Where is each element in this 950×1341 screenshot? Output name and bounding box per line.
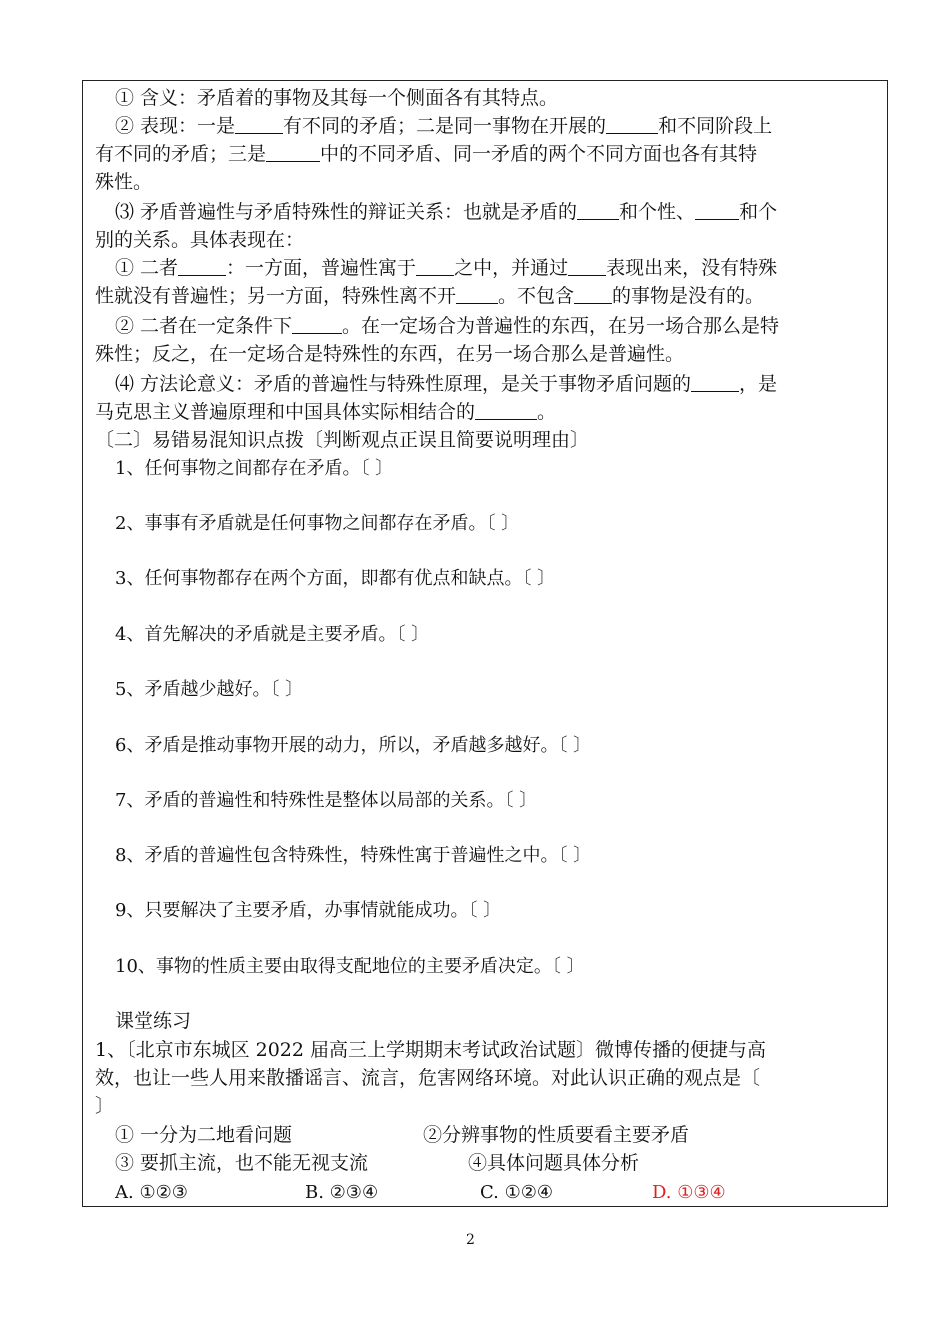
fill-blank[interactable] [577, 201, 619, 220]
judgment-question[interactable]: 7、矛盾的普遍性和特殊性是整体以局部的关系。〔 〕 [115, 790, 538, 811]
practice-question-stem-end: 〕 [95, 1095, 115, 1117]
judgment-question[interactable]: 9、只要解决了主要矛盾，办事情就能成功。〔 〕 [115, 900, 502, 921]
fill-blank[interactable] [475, 401, 537, 420]
line-manifestation-end: 殊性。 [95, 171, 153, 193]
line-manifestation-cont: 有不同的矛盾；三是 中的不同矛盾、同一矛盾的两个不同方面也各有其特 [95, 143, 758, 165]
fill-blank[interactable] [292, 315, 342, 334]
practice-question-stem-cont: 效，也让一些人用来散播谣言、流言，危害网络环境。对此认识正确的观点是〔 [95, 1067, 761, 1089]
judgment-question[interactable]: 5、矛盾越少越好。〔 〕 [115, 679, 304, 700]
option-a[interactable]: A. ①②③ [115, 1182, 188, 1203]
statement-item-1: ① 一分为二地看问题 [115, 1124, 293, 1146]
line-manifestation: ② 表现：一是 有不同的矛盾；二是同一事物在开展的 和不同阶段上 [115, 115, 773, 137]
page-number: 2 [466, 1232, 475, 1248]
option-d-answer[interactable]: D. ①③④ [652, 1182, 726, 1203]
line-both-one: ① 二者 ：一方面，普遍性寓于 之中，并通过 表现出来，没有特殊 [115, 257, 778, 279]
fill-blank[interactable] [178, 257, 226, 276]
judgment-question[interactable]: 2、事事有矛盾就是任何事物之间都存在矛盾。〔 〕 [115, 513, 520, 534]
line-both-one-cont: 性就没有普遍性；另一方面，特殊性离不开 。不包含 的事物是没有的。 [95, 285, 765, 307]
practice-question-stem: 1、〔北京市东城区 2022 届高三上学期期末考试政治试题〕微博传播的便捷与高 [95, 1039, 767, 1061]
line-both-two: ② 二者在一定条件下 。在一定场合为普遍性的东西，在另一场合那么是特 [115, 315, 780, 337]
fill-blank[interactable] [606, 115, 658, 134]
line-dialectical-cont: 别的关系。具体表现在： [95, 229, 305, 251]
fill-blank[interactable] [416, 257, 454, 276]
judgment-question[interactable]: 10、事物的性质主要由取得支配地位的主要矛盾决定。〔 〕 [115, 956, 585, 977]
statement-item-4: ④具体问题具体分析 [468, 1152, 640, 1174]
practice-heading: 课堂练习 [115, 1010, 192, 1032]
line-methodology-cont: 马克思主义普遍原理和中国具体实际相结合的 。 [95, 401, 557, 423]
option-b[interactable]: B. ②③④ [305, 1182, 379, 1203]
option-c[interactable]: C. ①②④ [480, 1182, 553, 1203]
judgment-question[interactable]: 1、任何事物之间都存在矛盾。〔 〕 [115, 458, 394, 479]
fill-blank[interactable] [266, 143, 320, 162]
statement-item-3: ③ 要抓主流，也不能无视支流 [115, 1152, 369, 1174]
fill-blank[interactable] [695, 201, 739, 220]
fill-blank[interactable] [568, 257, 606, 276]
judgment-question[interactable]: 4、首先解决的矛盾就是主要矛盾。〔 〕 [115, 624, 430, 645]
line-meaning: ① 含义：矛盾着的事物及其每一个侧面各有其特点。 [115, 87, 559, 109]
fill-blank[interactable] [235, 115, 283, 134]
line-both-two-cont: 殊性；反之，在一定场合是特殊性的东西，在另一场合那么是普遍性。 [95, 343, 685, 365]
fill-blank[interactable] [574, 285, 612, 304]
fill-blank[interactable] [691, 373, 739, 392]
judgment-question[interactable]: 8、矛盾的普遍性包含特殊性，特殊性寓于普遍性之中。〔 〕 [115, 845, 592, 866]
statement-item-2: ②分辨事物的性质要看主要矛盾 [423, 1124, 690, 1146]
fill-blank[interactable] [456, 285, 498, 304]
section-heading-errors: 〔二〕易错易混知识点拨〔判断观点正误且简要说明理由〕 [95, 429, 590, 451]
judgment-question[interactable]: 3、任何事物都存在两个方面，即都有优点和缺点。〔 〕 [115, 568, 556, 589]
line-methodology: ⑷ 方法论意义：矛盾的普遍性与特殊性原理，是关于事物矛盾问题的 ，是 [115, 373, 778, 395]
judgment-question[interactable]: 6、矛盾是推动事物开展的动力，所以，矛盾越多越好。〔 〕 [115, 735, 592, 756]
line-dialectical-relation: ⑶ 矛盾普遍性与矛盾特殊性的辩证关系：也就是矛盾的 和个性、 和个 [115, 201, 778, 223]
